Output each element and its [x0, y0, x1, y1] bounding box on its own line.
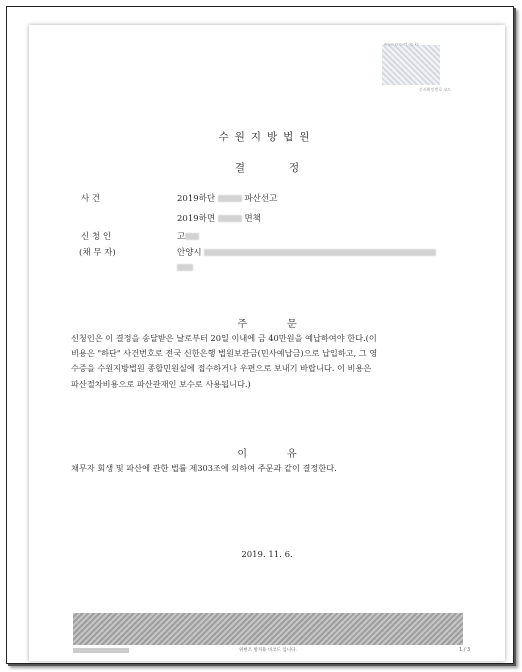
applicant-name-line	[177, 230, 199, 242]
address-line-2	[177, 263, 193, 273]
case-label: 사 건	[81, 194, 101, 204]
order-heading-1: 주	[237, 319, 247, 330]
case-line-2	[177, 212, 261, 224]
case-line-1	[177, 192, 277, 204]
reason-line: 채무자 회생 및 파산에 관한 법률 제303조에 의하여 주문과 같이 결정한다.	[71, 463, 337, 473]
footer-redacted-text	[73, 648, 129, 653]
order-line: 파산절차비용으로 파산관재인 보수로 사용됩니다.)	[71, 378, 251, 389]
order-heading	[29, 315, 505, 330]
reason-heading-2: 유	[287, 449, 297, 460]
reason-heading-1: 이	[237, 449, 247, 460]
anti-forgery-barcode	[73, 613, 463, 645]
redacted-name	[185, 233, 199, 240]
document-page	[29, 25, 505, 661]
address-city: 안양시	[177, 248, 202, 258]
case-number-1: 2019하단	[177, 194, 216, 204]
order-heading-2: 문	[287, 319, 297, 330]
barcode-caption: 위변조 방지용 바코드 입니다.	[239, 648, 297, 653]
reason-text	[71, 461, 477, 476]
applicant-name: 고	[177, 232, 186, 242]
doc-type-part-1: 결	[234, 162, 245, 174]
page-number: 1 / 3	[459, 647, 471, 653]
decision-date: 2019. 11. 6.	[241, 550, 293, 560]
order-text	[71, 331, 477, 392]
case-number-2: 2019하면	[177, 214, 216, 224]
verification-code-image	[382, 45, 440, 85]
redacted-address-2	[177, 264, 193, 271]
order-line: 수증을 수원지방법원 종합민원실에 접수하거나 우편으로 보내기 바랍니다. 이 비용은	[71, 363, 372, 374]
doc-type-part-2: 정	[289, 162, 300, 174]
applicant-label: 신 청 인	[81, 232, 112, 242]
redacted-address-1	[204, 249, 436, 256]
redacted-case-number-1	[218, 195, 242, 202]
document-frame	[6, 6, 514, 664]
document-type	[29, 160, 505, 175]
redacted-case-number-2	[218, 215, 242, 222]
order-line: 신청인은 이 결정을 송달받은 날로부터 20일 이내에 금 40만원을 예납하여야 한다.(이	[71, 333, 377, 343]
qr-caption: 문서확인번호 코드	[419, 87, 452, 92]
order-line: 비용은 "하단" 사건번호로 전국 신한은행 법원보관금(민사예납금)으로 납입하고, 그 영	[71, 348, 378, 359]
case-title-2: 면책	[244, 214, 261, 224]
reason-heading	[29, 445, 505, 460]
case-title-1: 파산선고	[244, 194, 278, 204]
debtor-label: (채 무 자)	[79, 248, 116, 258]
court-name: 수원지방법원	[218, 131, 316, 143]
address-line-1	[177, 246, 436, 258]
